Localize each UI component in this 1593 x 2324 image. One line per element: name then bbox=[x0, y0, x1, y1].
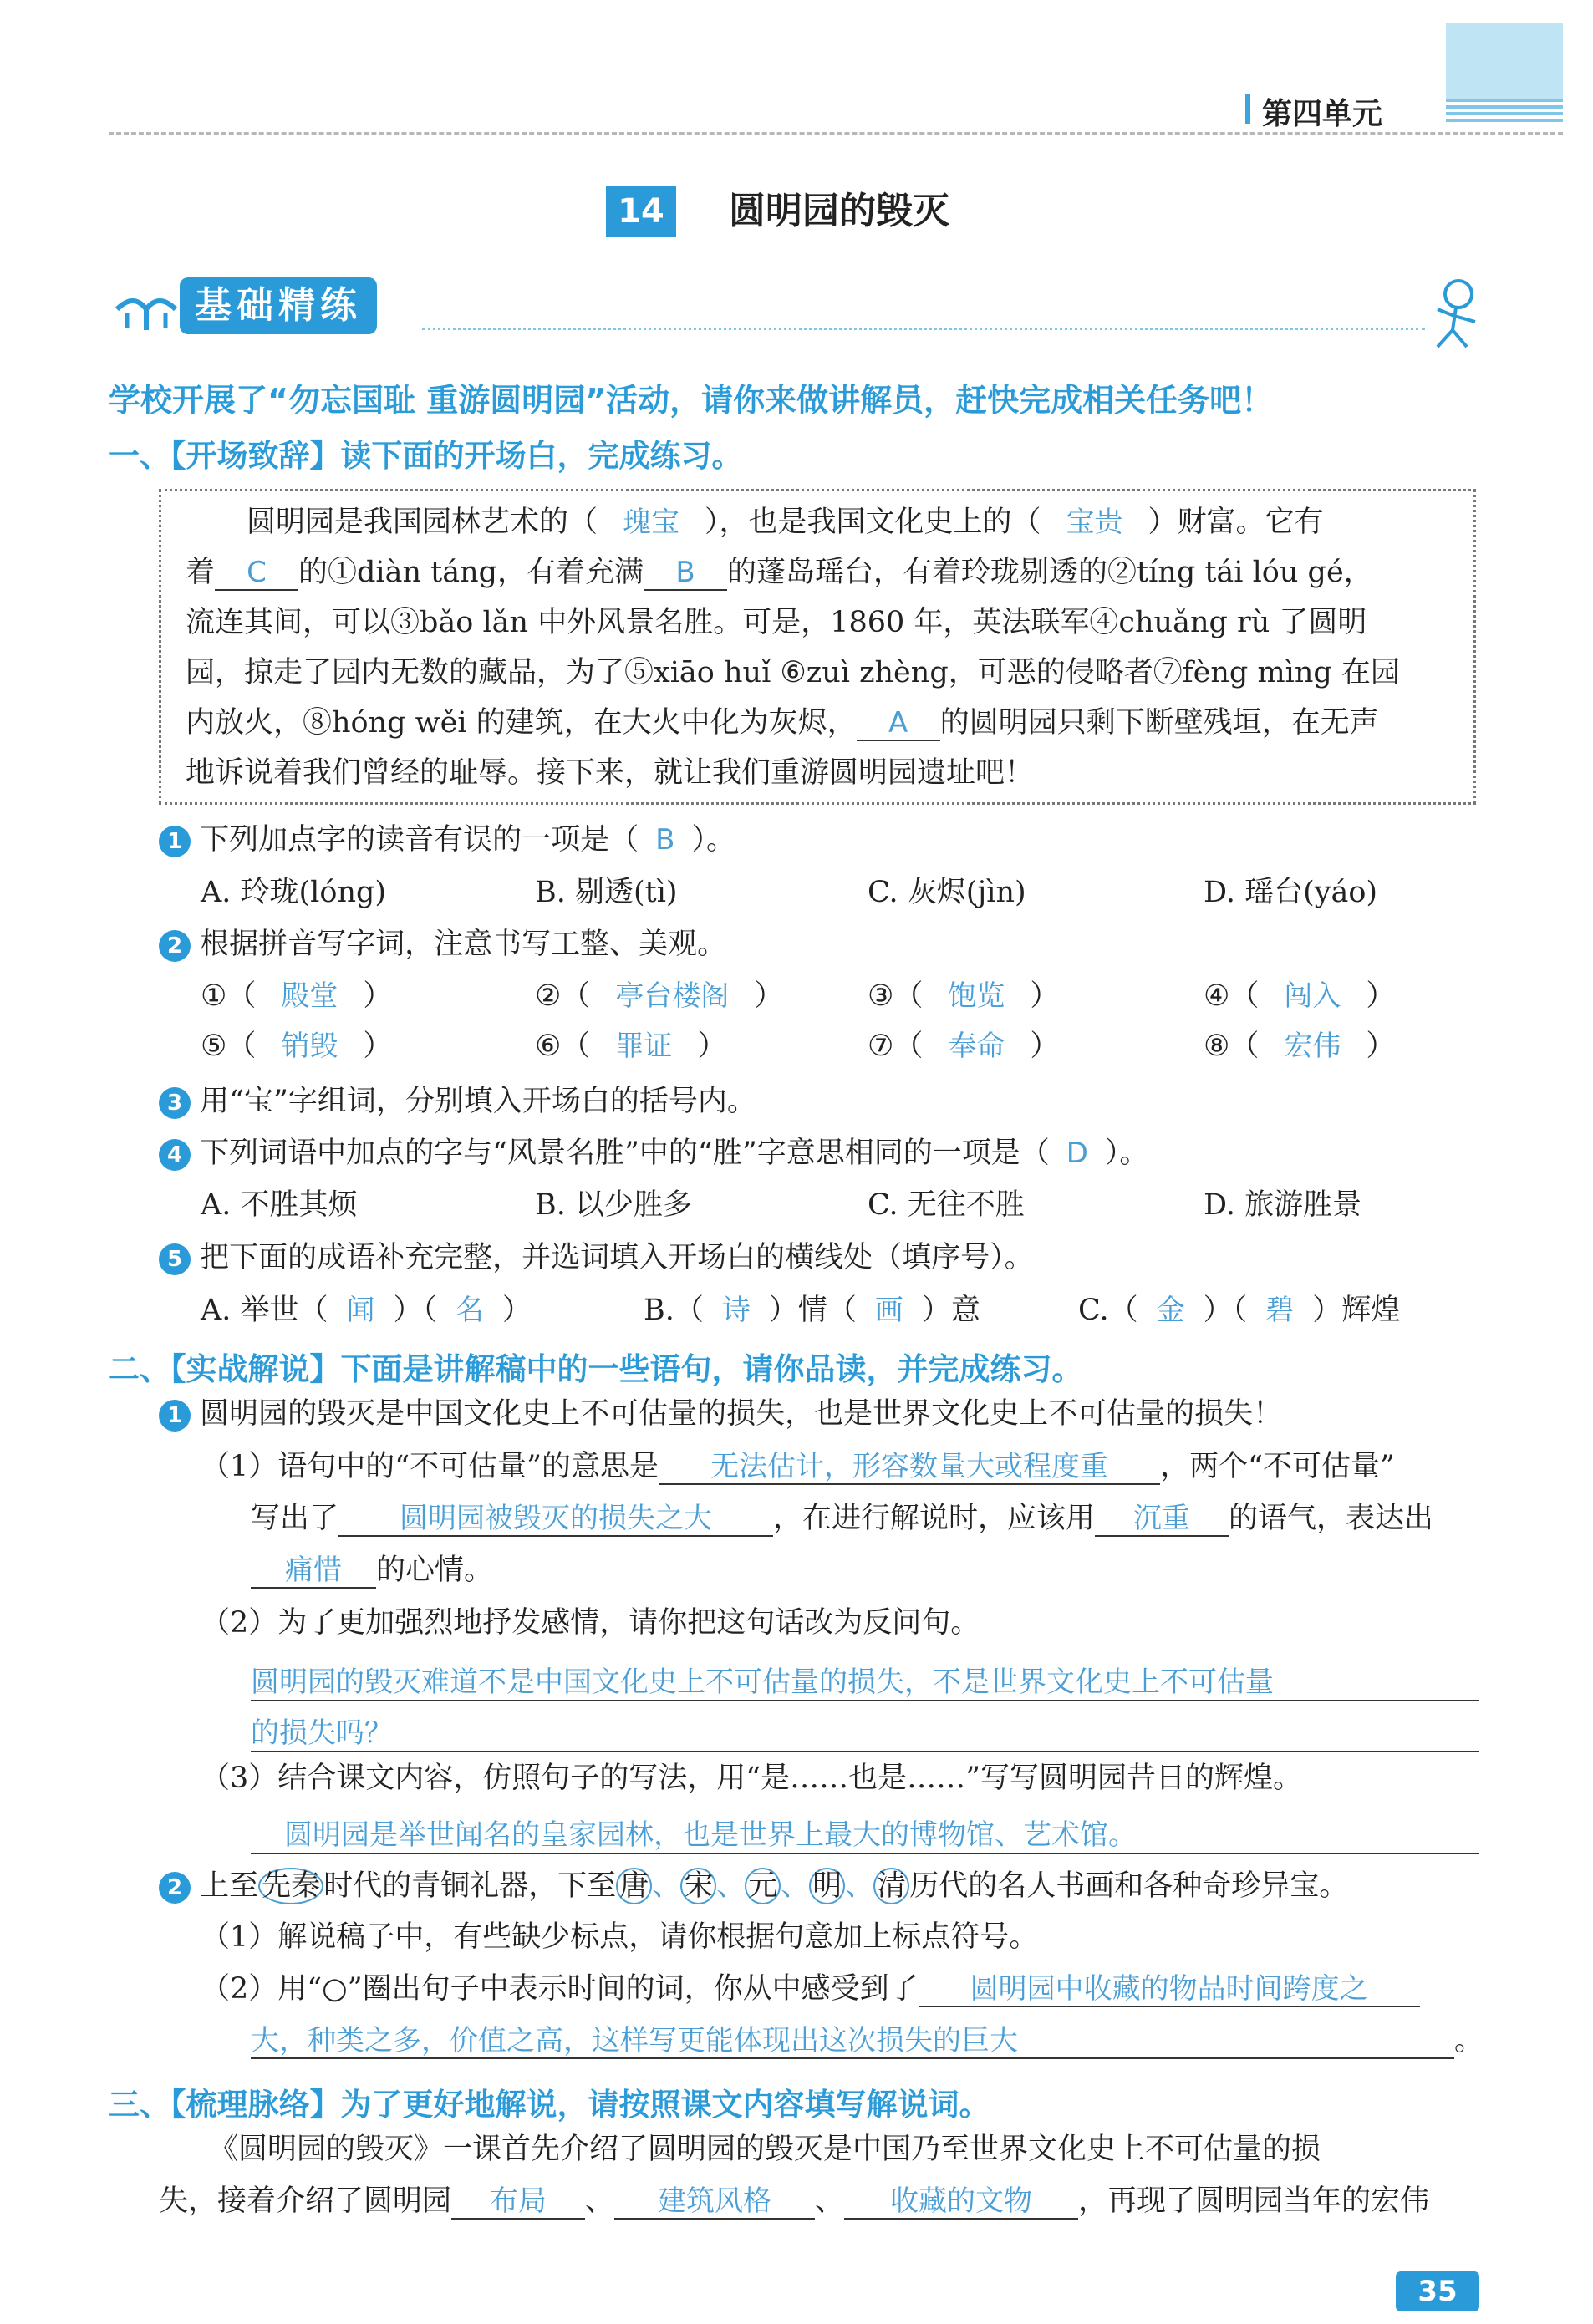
p2-q1-sub2: （2）为了更加强烈地抒发感情，请你把这句话改为反问句。 bbox=[201, 1606, 980, 1640]
added-punctuation: 、 bbox=[716, 1869, 746, 1903]
question-stem: 下列词语中加点的字与“风景名胜”中的“胜”字意思相同的一项是（ bbox=[200, 1137, 1050, 1170]
passage-text: ）财富。它有 bbox=[1148, 506, 1324, 539]
idiom-text: B.（ bbox=[644, 1294, 704, 1327]
p1-question-2 bbox=[159, 928, 726, 962]
q2-item-4 bbox=[1204, 979, 1395, 1013]
question-number: 5 bbox=[159, 1243, 191, 1275]
q2-item-8 bbox=[1204, 1030, 1395, 1063]
circled-time-word: 明 bbox=[809, 1868, 845, 1904]
q5-idiom-c bbox=[1078, 1294, 1400, 1327]
item-end: ） bbox=[754, 979, 784, 1013]
circled-time-word: 先秦 bbox=[258, 1868, 323, 1904]
question-number: 4 bbox=[159, 1139, 191, 1171]
item-end: ） bbox=[1366, 979, 1396, 1013]
question-text: 上至 bbox=[200, 1869, 259, 1903]
item-end: ） bbox=[363, 979, 393, 1013]
answer-blank: 圆明园中收藏的物品时间跨度之 bbox=[919, 1972, 1420, 2007]
passage-text: 圆明园是我国园林艺术的（ bbox=[247, 506, 598, 539]
q5-idiom-a bbox=[201, 1294, 532, 1327]
added-punctuation: 、 bbox=[845, 1869, 874, 1903]
circled-time-word: 元 bbox=[745, 1868, 781, 1904]
answer-blank: 亭台楼阁 bbox=[615, 979, 730, 1013]
answer-blank: D bbox=[1066, 1137, 1088, 1170]
answer-blank: 大，种类之多，价值之高，这样写更能体现出这次损失的巨大 bbox=[251, 2024, 1454, 2059]
passage-line-4: 园，掠走了园内无数的藏品，为了⑤xiāo huǐ ⑥zuì zhèng，可恶的侵略者⑦fèng mìng 在园 bbox=[186, 656, 1400, 689]
activity-intro: 学校开展了“勿忘国耻 重游圆明园”活动，请你来做讲解员，赶快完成相关任务吧！ bbox=[109, 382, 1274, 419]
q2-item-3 bbox=[868, 979, 1059, 1013]
question-stem: 下列加点字的读音有误的一项是（ bbox=[200, 823, 639, 857]
q4-option-a: A. 不胜其烦 bbox=[201, 1188, 358, 1222]
quoted-sentence: 圆明园的毁灭是中国文化史上不可估量的损失，也是世界文化史上不可估量的损失！ bbox=[200, 1397, 1283, 1431]
item-label: ②（ bbox=[535, 979, 591, 1013]
part3-heading: 三、【梳理脉络】为了更好地解说，请按照课文内容填写解说词。 bbox=[109, 2087, 990, 2123]
idiom-text: ）（ bbox=[1203, 1294, 1248, 1327]
p1-question-1 bbox=[159, 823, 735, 857]
p1-question-4 bbox=[159, 1137, 1148, 1171]
q1-option-c: C. 灰烬(jìn) bbox=[868, 876, 1026, 909]
answer-blank: 罪证 bbox=[615, 1030, 673, 1063]
item-label: ⑦（ bbox=[868, 1030, 924, 1063]
question-number: 3 bbox=[159, 1087, 191, 1119]
answer-blank: 名 bbox=[456, 1294, 485, 1327]
passage-text: 的①diàn táng，有着充满 bbox=[298, 556, 644, 589]
added-punctuation: 、 bbox=[781, 1869, 810, 1903]
question-text: 时代的青铜礼器，下至 bbox=[323, 1869, 617, 1903]
passage-text: 着 bbox=[186, 556, 216, 589]
answer-blank: 金 bbox=[1156, 1294, 1185, 1327]
p2-question-2 bbox=[159, 1868, 1348, 1904]
part3-line-2 bbox=[159, 2184, 1429, 2220]
item-end: ） bbox=[697, 1030, 727, 1063]
header-divider bbox=[109, 132, 1563, 135]
p2-q1-sub1-line3 bbox=[251, 1554, 493, 1589]
circled-time-word: 宋 bbox=[680, 1868, 716, 1904]
q1-option-d: D. 瑶台(yáo) bbox=[1204, 876, 1378, 909]
answer-blank: 殿堂 bbox=[281, 979, 338, 1013]
running-kid-icon bbox=[1421, 276, 1488, 351]
passage-text: 内放火，⑧hóng wěi 的建筑，在大火中化为灰烬， bbox=[186, 706, 857, 740]
item-end: ） bbox=[1030, 1030, 1060, 1063]
p2-q1-sub1-line1 bbox=[201, 1450, 1395, 1485]
page-number: 35 bbox=[1396, 2271, 1479, 2311]
q2-item-1 bbox=[201, 979, 392, 1013]
item-end: ） bbox=[363, 1030, 393, 1063]
idiom-text: ）辉煌 bbox=[1312, 1294, 1401, 1327]
q2-item-5 bbox=[201, 1030, 392, 1063]
question-number: 1 bbox=[159, 826, 191, 857]
circled-time-word: 唐 bbox=[616, 1868, 652, 1904]
added-punctuation: 、 bbox=[652, 1869, 681, 1903]
passage-line-1 bbox=[247, 506, 1324, 539]
q4-option-c: C. 无往不胜 bbox=[868, 1188, 1025, 1222]
question-number: 2 bbox=[159, 930, 191, 962]
item-label: ①（ bbox=[201, 979, 257, 1013]
lesson-number: 14 bbox=[606, 186, 676, 237]
answer-blank: 建筑风格 bbox=[614, 2184, 815, 2220]
item-label: ⑥（ bbox=[535, 1030, 591, 1063]
answer-blank: 沉重 bbox=[1095, 1502, 1229, 1537]
passage-text: 的圆明园只剩下断壁残垣，在无声 bbox=[939, 706, 1379, 740]
answer-blank: 宏伟 bbox=[1284, 1030, 1341, 1063]
item-end: ） bbox=[1030, 979, 1060, 1013]
item-end: ） bbox=[1366, 1030, 1396, 1063]
summary-text: 、 bbox=[585, 2184, 615, 2218]
unit-title: 第四单元 bbox=[1262, 97, 1383, 131]
passage-text: 的蓬岛瑶台，有着玲珑剔透的②tíng tái lóu gé， bbox=[727, 556, 1373, 589]
p2-q2-sub2-line2 bbox=[251, 2024, 1484, 2059]
summary-text: 、 bbox=[815, 2184, 845, 2218]
sub-question: （2）用“○”圈出句子中表示时间的词，你从中感受到了 bbox=[201, 1972, 919, 2006]
sub-question: 的心情。 bbox=[376, 1554, 494, 1587]
unit-accent-bar bbox=[1245, 94, 1250, 124]
q4-option-d: D. 旅游胜景 bbox=[1204, 1188, 1362, 1222]
answer-blank: 圆明园被毁灭的损失之大 bbox=[338, 1502, 773, 1537]
answer-blank: 画 bbox=[874, 1294, 903, 1327]
item-label: ④（ bbox=[1204, 979, 1260, 1013]
q5-idiom-b bbox=[644, 1294, 980, 1327]
section-divider bbox=[422, 328, 1425, 330]
answer-blank: 布局 bbox=[451, 2184, 585, 2220]
p2-q1-sub3-answer bbox=[251, 1812, 1479, 1854]
item-label: ③（ bbox=[868, 979, 924, 1013]
q1-option-b: B. 剔透(tì) bbox=[535, 876, 678, 909]
answer-text: 圆明园的毁灭难道不是中国文化史上不可估量的损失，不是世界文化史上不可估量 bbox=[251, 1665, 1274, 1699]
passage-line-5 bbox=[186, 706, 1379, 741]
question-stem: 根据拼音写字词，注意书写工整、美观。 bbox=[200, 928, 727, 961]
p2-q1-sub2-answer-line2 bbox=[251, 1710, 1479, 1752]
question-number: 1 bbox=[159, 1400, 191, 1432]
idiom-text: A. 举世（ bbox=[201, 1294, 328, 1327]
sub-question: 写出了 bbox=[251, 1502, 339, 1535]
answer-blank: 痛惜 bbox=[251, 1554, 376, 1589]
question-text: 历代的名人书画和各种奇珍异宝。 bbox=[909, 1869, 1349, 1903]
sub-question: ，在进行解说时，应该用 bbox=[773, 1502, 1096, 1535]
question-stem: ）。 bbox=[691, 823, 735, 857]
idiom-text: ）情（ bbox=[768, 1294, 857, 1327]
p2-question-1 bbox=[159, 1397, 1282, 1432]
answer-blank: 奉命 bbox=[948, 1030, 1005, 1063]
question-number: 2 bbox=[159, 1872, 191, 1904]
sprout-icon bbox=[109, 276, 184, 334]
idiom-text: ）意 bbox=[921, 1294, 980, 1327]
question-stem: 把下面的成语补充完整，并选词填入开场白的横线处（填序号）。 bbox=[200, 1241, 1034, 1274]
answer-blank: 收藏的文物 bbox=[844, 2184, 1078, 2220]
answer-blank: 闯入 bbox=[1284, 979, 1341, 1013]
p2-q2-sub2-line1 bbox=[201, 1972, 1420, 2007]
item-label: ⑤（ bbox=[201, 1030, 257, 1063]
passage-line-2 bbox=[186, 556, 1373, 591]
p2-q2-sub1: （1）解说稿子中，有些缺少标点，请你根据句意加上标点符号。 bbox=[201, 1920, 1039, 1954]
idiom-text: ）（ bbox=[393, 1294, 438, 1327]
p1-question-5 bbox=[159, 1241, 1034, 1275]
question-stem: 用“宝”字组词，分别填入开场白的括号内。 bbox=[200, 1085, 756, 1118]
passage-line-6: 地诉说着我们曾经的耻辱。接下来，就让我们重游圆明园遗址吧！ bbox=[186, 756, 1035, 790]
section-badge: 基础精练 bbox=[180, 277, 377, 334]
unit-stripes bbox=[1446, 99, 1563, 122]
idiom-text: ） bbox=[502, 1294, 532, 1327]
p2-q1-sub3: （3）结合课文内容，仿照句子的写法，用“是……也是……”写写圆明园昔日的辉煌。 bbox=[201, 1762, 1303, 1795]
summary-text: ，再现了圆明园当年的宏伟 bbox=[1078, 2184, 1430, 2218]
part3-line-1: 《圆明园的毁灭》一课首先介绍了圆明园的毁灭是中国乃至世界文化史上不可估量的损 bbox=[209, 2133, 1321, 2166]
answer-blank: 饱览 bbox=[948, 979, 1005, 1013]
answer-text: 的损失吗？ bbox=[251, 1716, 393, 1750]
answer-text: 圆明园是举世闻名的皇家园林，也是世界上最大的博物馆、艺术馆。 bbox=[284, 1818, 1137, 1852]
answer-blank: C bbox=[215, 556, 298, 591]
answer-blank: 无法估计，形容数量大或程度重 bbox=[659, 1450, 1160, 1485]
q2-item-2 bbox=[535, 979, 783, 1013]
answer-blank: A bbox=[857, 706, 940, 741]
passage-line-3: 流连其间，可以③bǎo lǎn 中外风景名胜。可是，1860 年，英法联军④chuǎng rù 了圆明 bbox=[186, 606, 1367, 639]
summary-text: 失，接着介绍了圆明园 bbox=[159, 2184, 452, 2218]
sub-question: 。 bbox=[1454, 2024, 1484, 2057]
q2-item-6 bbox=[535, 1030, 726, 1063]
answer-blank: 闻 bbox=[346, 1294, 375, 1327]
sub-question: ，两个“不可估量” bbox=[1160, 1450, 1395, 1483]
answer-blank: 碧 bbox=[1265, 1294, 1295, 1327]
answer-blank: 诗 bbox=[721, 1294, 751, 1327]
answer-blank: 销毁 bbox=[281, 1030, 338, 1063]
q1-option-a: A. 玲珑(lóng) bbox=[201, 876, 387, 909]
answer-blank: 瑰宝 bbox=[623, 506, 680, 539]
sub-question: 的语气，表达出 bbox=[1229, 1502, 1434, 1535]
p2-q1-sub2-answer-line1 bbox=[251, 1659, 1479, 1701]
circled-time-word: 清 bbox=[873, 1868, 909, 1904]
answer-blank: B bbox=[655, 823, 675, 857]
answer-blank: B bbox=[644, 556, 727, 591]
p1-question-3 bbox=[159, 1085, 756, 1119]
q2-item-7 bbox=[868, 1030, 1059, 1063]
question-stem: ）。 bbox=[1104, 1137, 1149, 1170]
lesson-title: 圆明园的毁灭 bbox=[729, 190, 949, 232]
part1-heading: 一、【开场致辞】读下面的开场白，完成练习。 bbox=[109, 438, 743, 474]
answer-blank: 宝贵 bbox=[1066, 506, 1123, 539]
p2-q1-sub1-line2 bbox=[251, 1502, 1433, 1537]
sub-question: （1）语句中的“不可估量”的意思是 bbox=[201, 1450, 659, 1483]
item-label: ⑧（ bbox=[1204, 1030, 1260, 1063]
q4-option-b: B. 以少胜多 bbox=[535, 1188, 692, 1222]
passage-text: ），也是我国文化史上的（ bbox=[705, 506, 1041, 539]
idiom-text: C.（ bbox=[1078, 1294, 1138, 1327]
part2-heading: 二、【实战解说】下面是讲解稿中的一些语句，请你品读，并完成练习。 bbox=[109, 1351, 1083, 1387]
